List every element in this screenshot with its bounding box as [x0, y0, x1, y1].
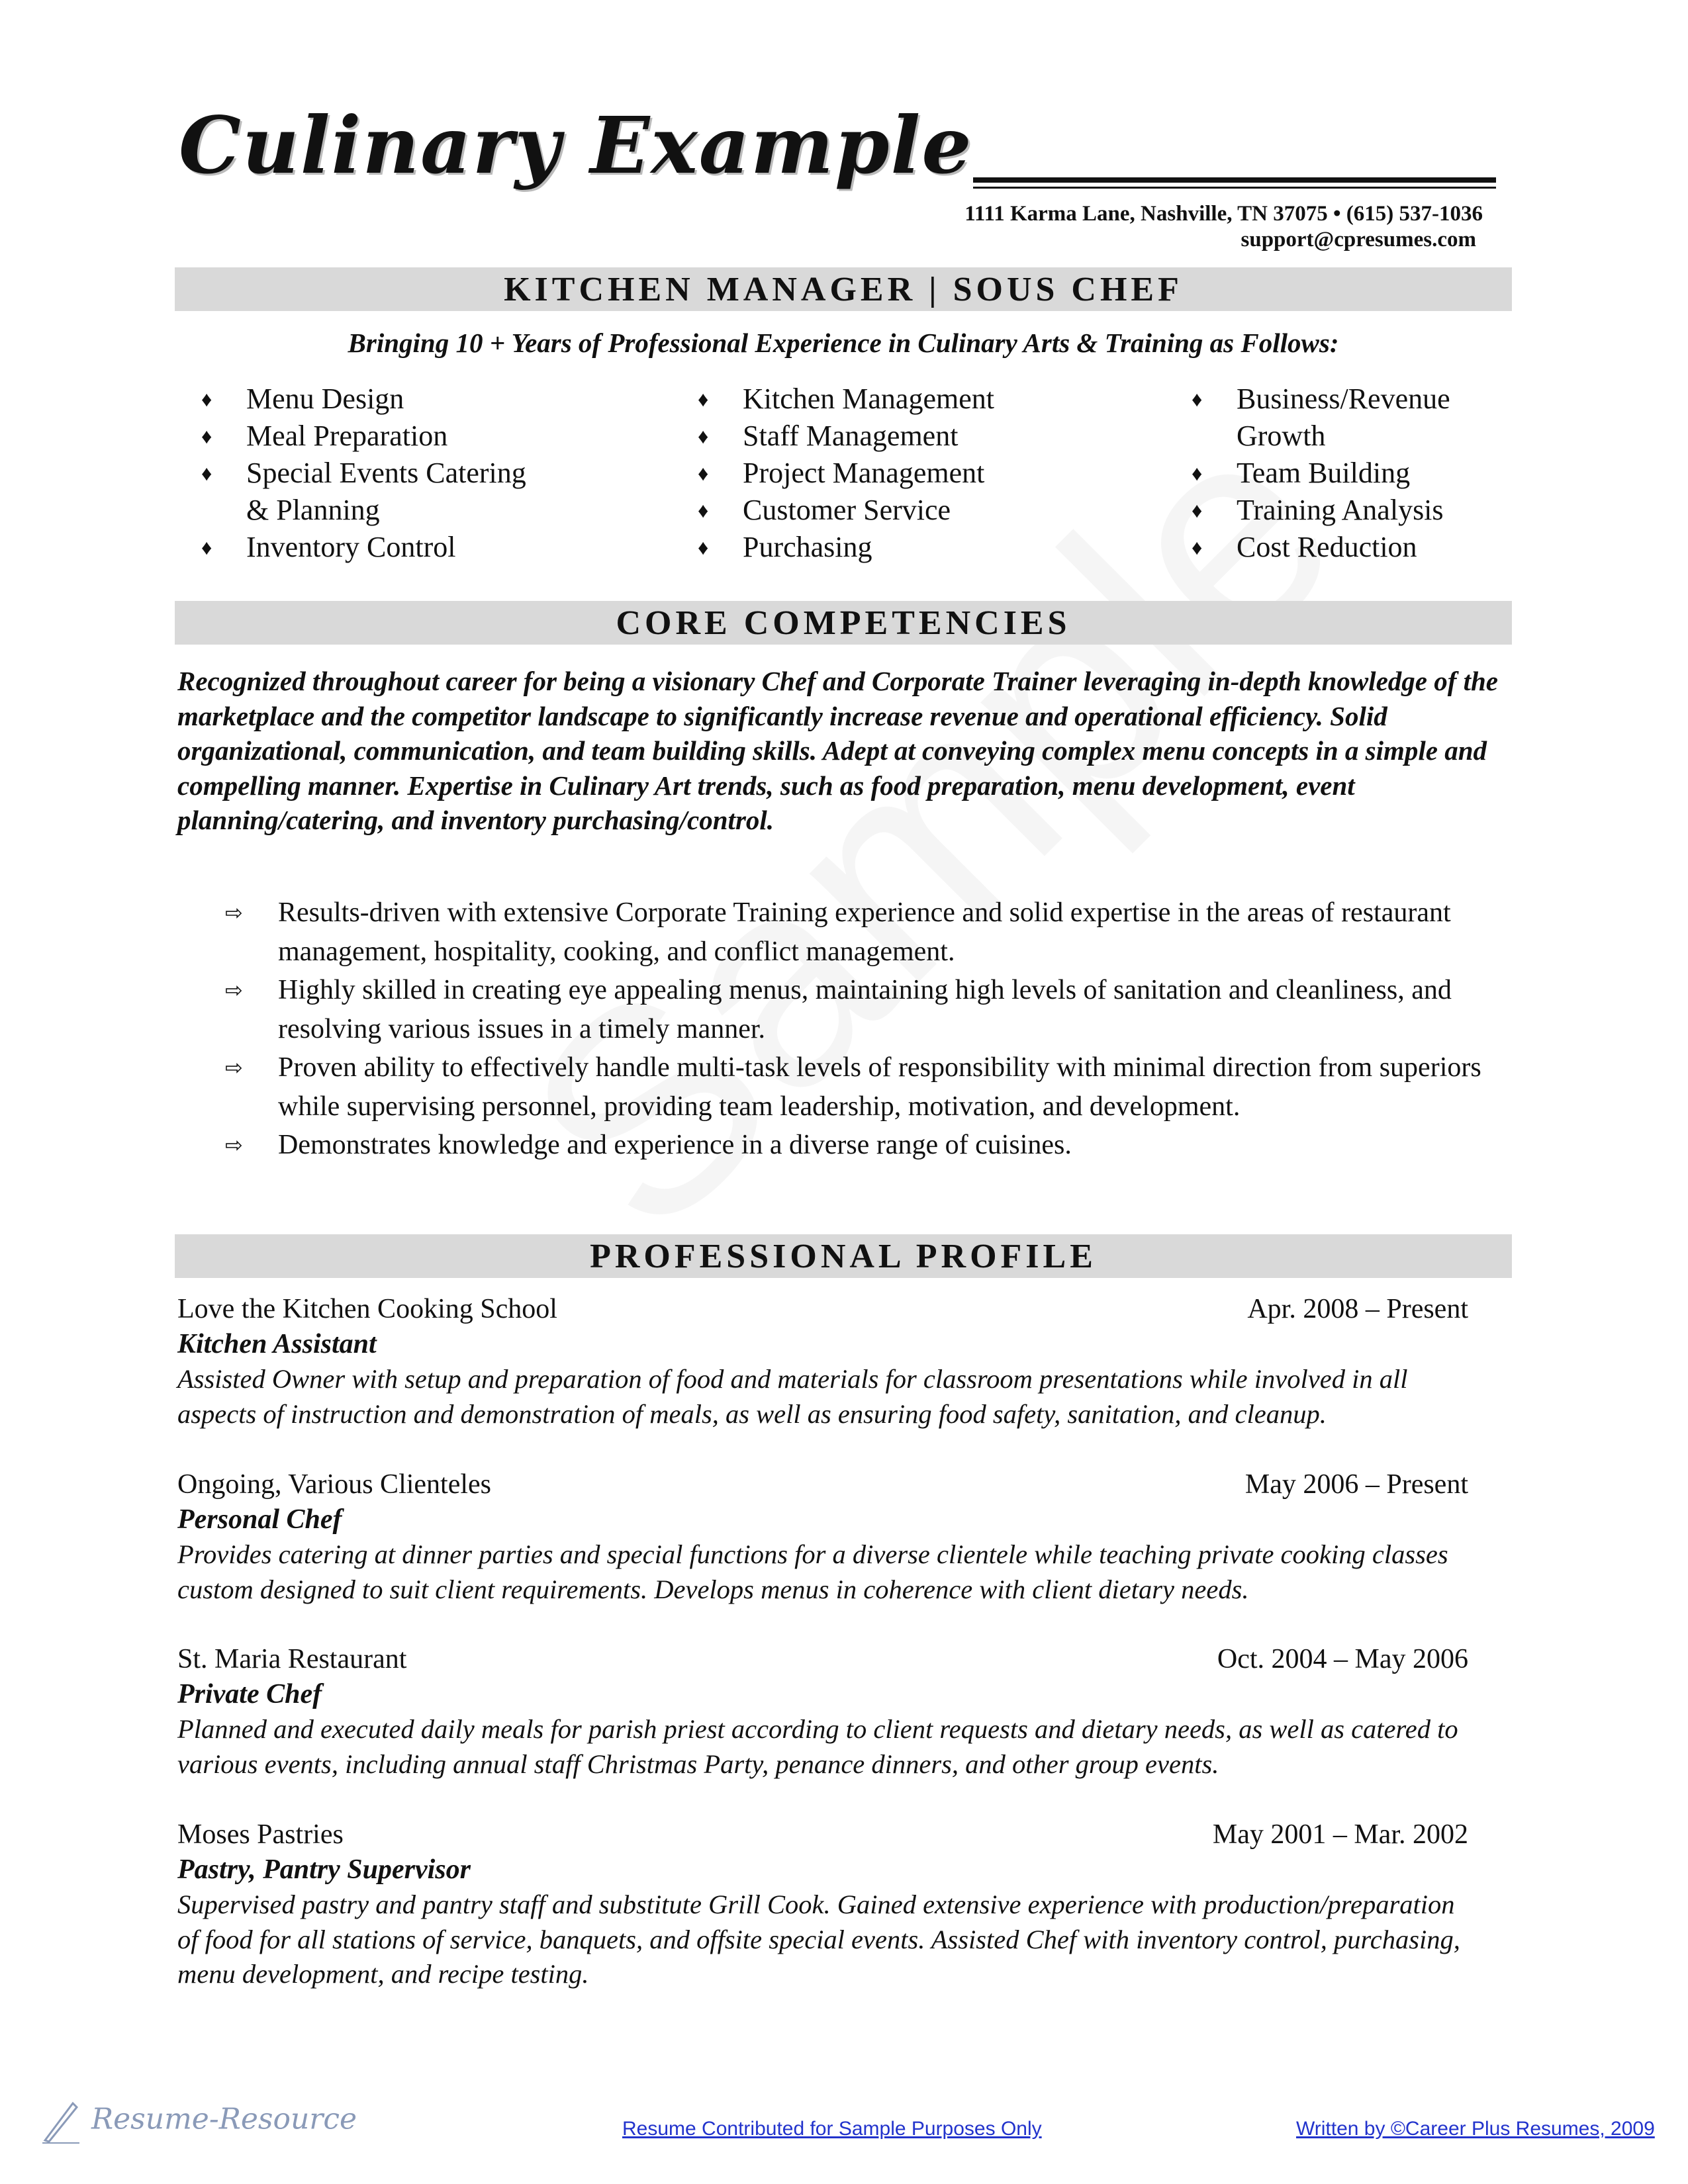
- address-line: 1111 Karma Lane, Nashville, TN 37075 • (615) 537-1036: [964, 202, 1483, 226]
- diamond-icon: ♦: [201, 424, 212, 448]
- diamond-icon: ♦: [201, 387, 212, 411]
- diamond-icon: ♦: [698, 424, 709, 448]
- diamond-icon: ♦: [1192, 461, 1203, 485]
- skill-item: ♦ Customer Service: [698, 492, 1095, 529]
- diamond-icon: ♦: [1192, 387, 1203, 411]
- arrow-right-icon: ⇨: [225, 901, 243, 925]
- resume-resource-logo: [40, 2098, 357, 2144]
- quill-icon: [40, 2098, 82, 2144]
- list-item: ⇨ Highly skilled in creating eye appealing menus, maintaining high levels of sanitation and cleanliness, and resolving various issues in a timely manner.: [225, 971, 1509, 1048]
- sample-purposes-link[interactable]: Resume Contributed for Sample Purposes Only: [622, 2118, 1042, 2140]
- skill-item: ♦ Kitchen Management: [698, 381, 1095, 418]
- skill-item: ♦ Staff Management: [698, 418, 1095, 455]
- job-dates: Apr. 2008 – Present: [1247, 1294, 1468, 1324]
- professional-profile-bar: [175, 1234, 1512, 1278]
- job-title: Kitchen Assistant: [177, 1329, 377, 1359]
- title-bar: [175, 267, 1512, 311]
- diamond-icon: ♦: [1192, 535, 1203, 559]
- skills-column-3: [1192, 381, 1509, 566]
- career-plus-link[interactable]: Written by ©Career Plus Resumes, 2009: [1296, 2118, 1655, 2140]
- job-entry: [177, 1467, 1468, 1607]
- skill-item: ♦ Project Management: [698, 455, 1095, 492]
- arrow-right-icon: ⇨: [225, 1133, 243, 1157]
- employer-name: St. Maria Restaurant: [177, 1644, 407, 1674]
- diamond-icon: ♦: [201, 461, 212, 485]
- list-item: ⇨ Demonstrates knowledge and experience in a diverse range of cuisines.: [225, 1126, 1509, 1165]
- core-summary: Recognized throughout career for being a visionary Chef and Corporate Trainer leveraging in-depth knowledge of the marketplace and the competitor landscape to significantly increase revenue and operational efficiency. Solid organizational, communication, and team building skills. Adept at conveying complex menu concepts in a simple and compelling manner. Expertise in Culinary Art trends, such as food preparation, menu development, event planning/catering, and inventory purchasing/control.: [177, 666, 1499, 835]
- job-entry: [177, 1292, 1468, 1432]
- skill-item: ♦ Team Building: [1192, 455, 1509, 492]
- skill-item: ♦ Business/Revenue Growth: [1192, 381, 1509, 455]
- diamond-icon: ♦: [698, 535, 709, 559]
- section-heading: CORE COMPETENCIES: [616, 604, 1071, 642]
- core-competencies-bar: [175, 601, 1512, 645]
- logo-text: Resume-Resource: [91, 2102, 357, 2136]
- job-description: Provides catering at dinner parties and special functions for a diverse clientele while teaching private cooking classes custom designed to suit client requirements. Develops menus in coherence with client dietary needs.: [177, 1539, 1448, 1604]
- list-item: ⇨ Results-driven with extensive Corporate Training experience and solid expertise in the areas of restaurant management, hospitality, cooking, and conflict management.: [225, 893, 1509, 971]
- skills-column-2: [698, 381, 1095, 566]
- skill-item: ♦ Menu Design: [201, 381, 598, 418]
- skill-item: ♦ Inventory Control: [201, 529, 598, 566]
- job-description: Planned and executed daily meals for parish priest according to client requests and dietary needs, as well as catered to various events, including annual staff Christmas Party, penance dinners, and other group events.: [177, 1714, 1458, 1779]
- job-title: Pastry, Pantry Supervisor: [177, 1854, 471, 1885]
- job-title: Private Chef: [177, 1679, 322, 1709]
- list-item: ⇨ Proven ability to effectively handle multi-task levels of responsibility with minimal direction from superiors while supervising personnel, providing team leadership, motivation, and development.: [225, 1048, 1509, 1126]
- skill-item: ♦ Purchasing: [698, 529, 1095, 566]
- job-dates: Oct. 2004 – May 2006: [1217, 1644, 1468, 1674]
- arrow-right-icon: ⇨: [225, 978, 243, 1002]
- diamond-icon: ♦: [698, 387, 709, 411]
- job-entry: [177, 1817, 1468, 1992]
- job-description: Assisted Owner with setup and preparation of food and materials for classroom presentations while involved in all aspects of instruction and demonstration of meals, as well as ensuring food safety, sanitation, and cleanup.: [177, 1364, 1408, 1429]
- section-heading: PROFESSIONAL PROFILE: [590, 1237, 1097, 1275]
- title-bar-text: KITCHEN MANAGER | SOUS CHEF: [504, 270, 1183, 308]
- applicant-name: Culinary Example: [179, 99, 973, 191]
- job-dates: May 2001 – Mar. 2002: [1212, 1819, 1468, 1850]
- employer-name: Moses Pastries: [177, 1819, 344, 1850]
- skill-item: ♦ Training Analysis: [1192, 492, 1509, 529]
- name-rule: [973, 177, 1496, 183]
- diamond-icon: ♦: [201, 535, 212, 559]
- diamond-icon: ♦: [698, 461, 709, 485]
- job-description: Supervised pastry and pantry staff and substitute Grill Cook. Gained extensive experience with production/preparation of food for all stations of service, banquets, and offsite special events. Assisted Chef with inventory control, purchasing, menu development, and recipe testing.: [177, 1889, 1460, 1989]
- name-rule-thin: [973, 187, 1496, 189]
- tagline: Bringing 10 + Years of Professional Experience in Culinary Arts & Training as Follows:: [348, 328, 1339, 358]
- email-address: support@cpresumes.com: [1241, 228, 1476, 251]
- skills-column-1: [201, 381, 598, 566]
- diamond-icon: ♦: [698, 498, 709, 522]
- skill-item: ♦ Meal Preparation: [201, 418, 598, 455]
- skill-item: ♦ Special Events Catering & Planning: [201, 455, 598, 529]
- employer-name: Ongoing, Various Clienteles: [177, 1469, 492, 1500]
- job-title: Personal Chef: [177, 1504, 342, 1535]
- competency-bullets: [225, 893, 1509, 1165]
- employer-name: Love the Kitchen Cooking School: [177, 1294, 557, 1324]
- arrow-right-icon: ⇨: [225, 1056, 243, 1079]
- job-dates: May 2006 – Present: [1244, 1469, 1468, 1500]
- job-entry: [177, 1642, 1468, 1782]
- skill-item: ♦ Cost Reduction: [1192, 529, 1509, 566]
- diamond-icon: ♦: [1192, 498, 1203, 522]
